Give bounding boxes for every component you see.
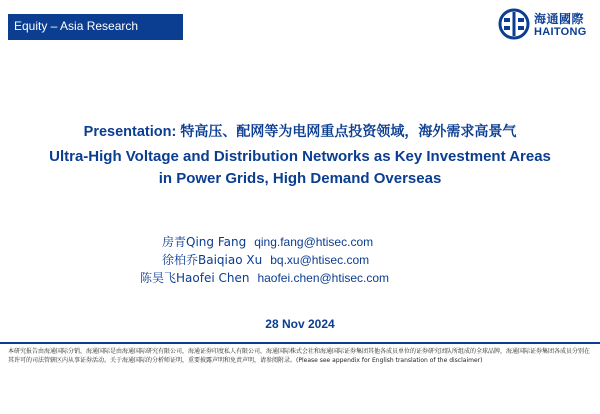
haitong-logo — [498, 8, 594, 42]
banner-label: Equity – Asia Research — [14, 19, 139, 33]
logo-cn-text: 海通國際 — [534, 12, 585, 26]
logo-en-text: HAITONG — [534, 26, 587, 38]
author-email[interactable]: bq.xu@htisec.com — [270, 253, 370, 267]
section-banner — [8, 14, 183, 40]
author-entry — [140, 233, 460, 251]
author-entry — [140, 251, 460, 269]
disclaimer-text: 本研究报告由海通国际分销，海通国际是由海通国际研究有限公司，海通证券印度私人有限公司，海通国际株式会社和海通国际证券集团其他各成员单位的证券研究团队所组成的全球品牌，海通国际证券集团各成员分别在其许可的司法管辖区内从事证券活动。关于海通国际的分析师证明，重要披露声明和免责声明，请参阅附录。(Please see appendix for English translation of the disclaimer) — [8, 348, 591, 364]
title-en-line1: Ultra-High Voltage and Distribution Networks as Key Investment Areas — [49, 148, 551, 165]
divider — [0, 342, 600, 344]
author-name: 徐柏乔Baiqiao Xu — [162, 253, 263, 267]
title-en — [20, 146, 580, 190]
author-name: 陈昊飞Haofei Chen — [140, 271, 250, 285]
title-en-line2: in Power Grids, High Demand Overseas — [158, 170, 442, 187]
author-entry — [140, 269, 460, 287]
title-prefix: Presentation: — [83, 124, 181, 140]
author-list — [140, 233, 460, 287]
haitong-emblem-icon — [498, 8, 530, 40]
title-cn-line — [20, 122, 580, 142]
title-cn-text: 特高压、配网等为电网重点投资领域，海外需求高景气 — [180, 124, 517, 140]
author-email[interactable]: qing.fang@htisec.com — [254, 235, 374, 249]
report-title — [20, 122, 580, 190]
author-name: 房青Qing Fang — [162, 235, 247, 249]
report-date: 28 Nov 2024 — [265, 317, 335, 331]
author-email[interactable]: haofei.chen@htisec.com — [257, 271, 390, 285]
